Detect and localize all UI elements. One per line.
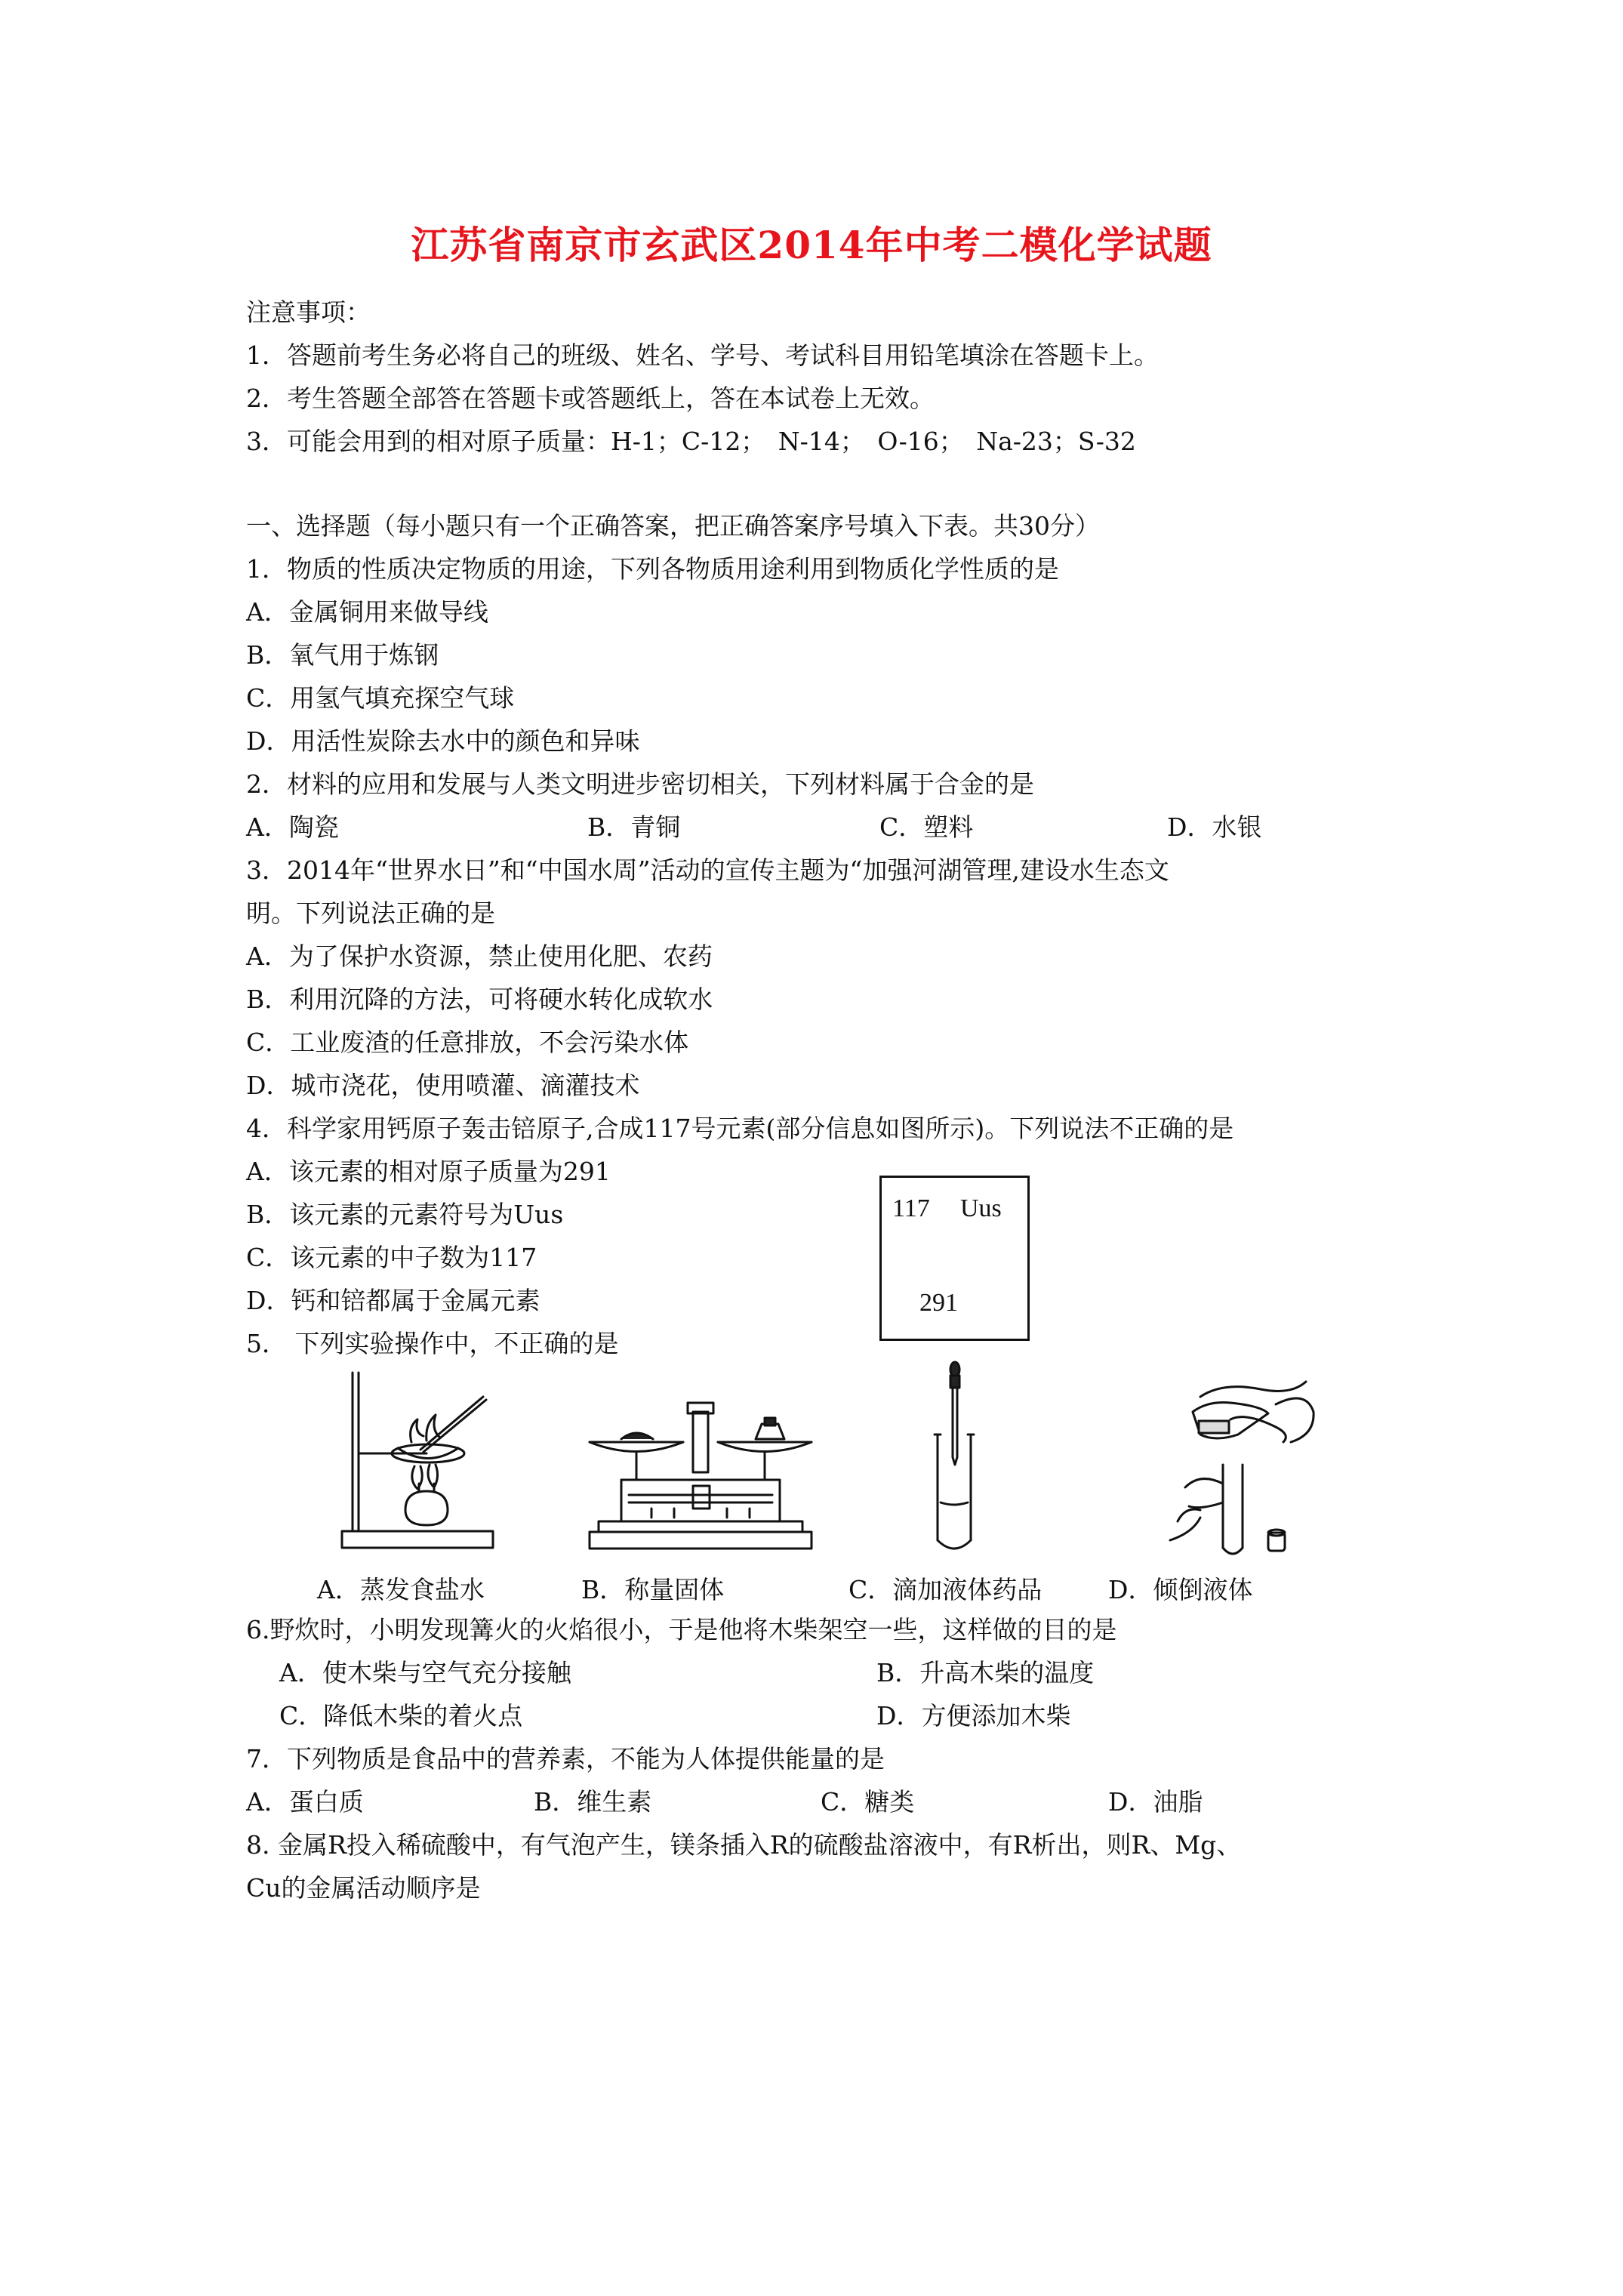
question-2-option-b: B．青铜 (587, 812, 681, 842)
question-3-stem: 3．2014年“世界水日”和“中国水周”活动的宣传主题为“加强河湖管理,建设水生态文 (246, 855, 1169, 885)
question-3-option-b: B．利用沉降的方法，可将硬水转化成软水 (246, 985, 713, 1014)
question-5-stem: 5． 下列实验操作中，不正确的是 (246, 1329, 619, 1358)
question-6-stem: 6.野炊时，小明发现篝火的火焰很小，于是他将木柴架空一些，这样做的目的是 (246, 1615, 1117, 1644)
question-2-option-d: D．水银 (1167, 812, 1262, 842)
question-6-option-b: B．升高木柴的温度 (876, 1658, 1095, 1687)
question-4-stem: 4．科学家用钙原子轰击锫原子,合成117号元素(部分信息如图所示)。下列说法不正确的是 (246, 1114, 1234, 1143)
note-item: 3．可能会用到的相对原子质量：H-1；C-12； N-14； O-16； Na-23；S-32 (246, 427, 1136, 456)
question-1-option-a: A．金属铜用来做导线 (246, 597, 488, 627)
question-6-option-c: C．降低木柴的着火点 (279, 1701, 523, 1730)
question-3-option-d: D．城市浇花，使用喷灌、滴灌技术 (246, 1071, 640, 1100)
question-1-option-b: B．氧气用于炼钢 (246, 640, 439, 670)
balance-illustration (584, 1397, 818, 1555)
question-6-option-d: D．方便添加木柴 (876, 1701, 1071, 1730)
question-3-option-c: C．工业废渣的任意排放，不会污染水体 (246, 1028, 689, 1057)
evaporation-apparatus-illustration (336, 1367, 502, 1555)
question-3-option-a: A．为了保护水资源，禁止使用化肥、农药 (246, 942, 713, 971)
element-symbol: Uus (960, 1194, 1002, 1222)
question-6-option-a: A．使木柴与空气充分接触 (279, 1658, 571, 1687)
question-5-option-b: B．称量固体 (581, 1575, 725, 1604)
pouring-liquid-illustration (1155, 1359, 1321, 1563)
question-2-option-c: C．塑料 (879, 812, 974, 842)
element-mass: 291 (919, 1289, 958, 1317)
question-4-option-c: C．该元素的中子数为117 (246, 1243, 537, 1272)
question-2-option-a: A．陶瓷 (246, 812, 339, 842)
page-title: 江苏省南京市玄武区2014年中考二模化学试题 (411, 223, 1212, 267)
question-5-option-a: A．蒸发食盐水 (317, 1575, 485, 1604)
dropper-test-tube-illustration (921, 1359, 989, 1563)
question-5-option-c: C．滴加液体药品 (848, 1575, 1042, 1604)
element-card (879, 1176, 1030, 1341)
question-4-option-a: A．该元素的相对原子质量为291 (246, 1157, 611, 1186)
note-item: 2．考生答题全部答在答题卡或答题纸上，答在本试卷上无效。 (246, 384, 935, 413)
question-7-option-b: B．维生素 (534, 1787, 652, 1817)
note-item: 1．答题前考生务必将自己的班级、姓名、学号、考试科目用铅笔填涂在答题卡上。 (246, 341, 1159, 370)
question-3-stem-cont: 明。下列说法正确的是 (246, 898, 495, 928)
question-7-option-c: C．糖类 (821, 1787, 915, 1817)
question-1-option-d: D．用活性炭除去水中的颜色和异味 (246, 726, 640, 756)
question-4-option-d: D．钙和锫都属于金属元素 (246, 1286, 540, 1315)
question-1-option-c: C．用氢气填充探空气球 (246, 683, 515, 713)
question-7-option-d: D．油脂 (1108, 1787, 1203, 1817)
question-7-option-a: A．蛋白质 (246, 1787, 364, 1817)
question-5-option-d: D．倾倒液体 (1108, 1575, 1253, 1604)
question-8-stem: 8. 金属R投入稀硫酸中，有气泡产生，镁条插入R的硫酸盐溶液中，有R析出，则R、Mg、 (246, 1830, 1242, 1860)
question-8-stem-cont: Cu的金属活动顺序是 (246, 1873, 481, 1903)
notes-heading: 注意事项： (246, 297, 371, 327)
question-7-stem: 7．下列物质是食品中的营养素，不能为人体提供能量的是 (246, 1744, 885, 1774)
section-heading: 一、选择题（每小题只有一个正确答案，把正确答案序号填入下表。共30分） (246, 511, 1100, 541)
question-1-stem: 1．物质的性质决定物质的用途，下列各物质用途利用到物质化学性质的是 (246, 554, 1059, 584)
question-2-stem: 2．材料的应用和发展与人类文明进步密切相关，下列材料属于合金的是 (246, 769, 1034, 799)
element-number: 117 (892, 1194, 930, 1222)
question-4-option-b: B．该元素的元素符号为Uus (246, 1200, 564, 1229)
